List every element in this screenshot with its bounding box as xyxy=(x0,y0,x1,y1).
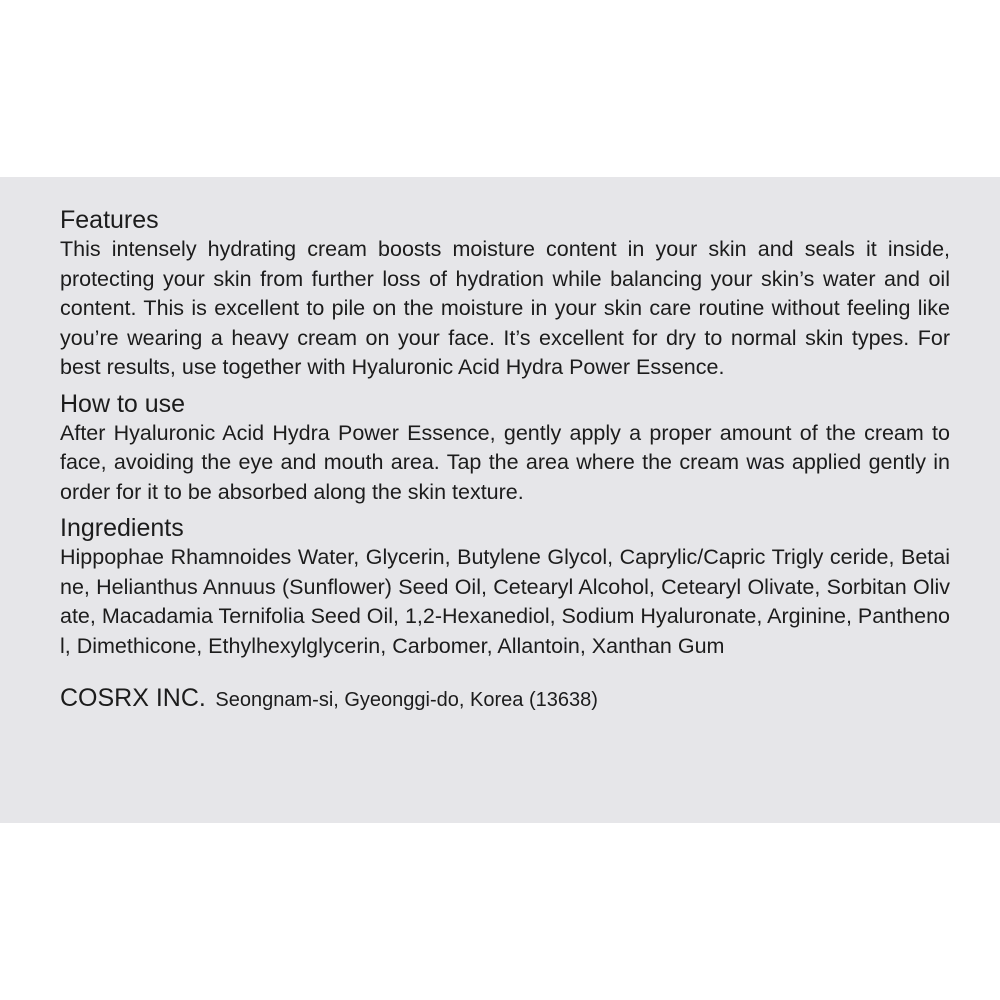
how-to-use-section xyxy=(60,389,950,508)
how-to-use-heading: How to use xyxy=(60,389,186,418)
company-address: Seongnam-si, Gyeonggi-do, Korea (13638) xyxy=(215,689,598,711)
product-label-panel xyxy=(0,177,1000,823)
features-section xyxy=(60,205,950,383)
ingredients-section xyxy=(60,513,950,661)
features-heading: Features xyxy=(60,206,159,234)
ingredients-list: Hippophae Rhamnoides Water, Glycerin, Butylene Glycol, Caprylic/Capric Trigly ceride, Betaine, Helianthus Annuus (Sunflower) Seed Oil, Cetearyl Alcohol, Cetearyl Olivate, Sorbitan Olivate, Macadamia Ternifolia Seed Oil, 1,2-Hexanediol, Sodium Hyaluronate, Arginine, Panthenol, Dimethicone, Ethylhexylglycerin, Carbomer, Allantoin, Xanthan Gum xyxy=(60,545,950,658)
ingredients-heading: Ingredients xyxy=(60,514,184,542)
label-content xyxy=(60,205,950,715)
features-text: This intensely hydrating cream boosts moisture content in your skin and seals it inside, protecting your skin from further loss of hydration while balancing your skin’s water and oil content. This is excellent to pile on the moisture in your skin care routine without feeling like you’re wearing a heavy cream on your face. It’s excellent for dry to normal skin types. For best results, use together with Hyaluronic Acid Hydra Power Essence. xyxy=(60,237,950,379)
company-info xyxy=(60,683,950,715)
how-to-use-text: After Hyaluronic Acid Hydra Power Essence, gently apply a proper amount of the cream to face, avoiding the eye and mouth area. Tap the area where the cream was applied gently in order for it to be absorbed along the skin texture. xyxy=(60,420,950,504)
company-name: COSRX INC. xyxy=(60,684,206,712)
